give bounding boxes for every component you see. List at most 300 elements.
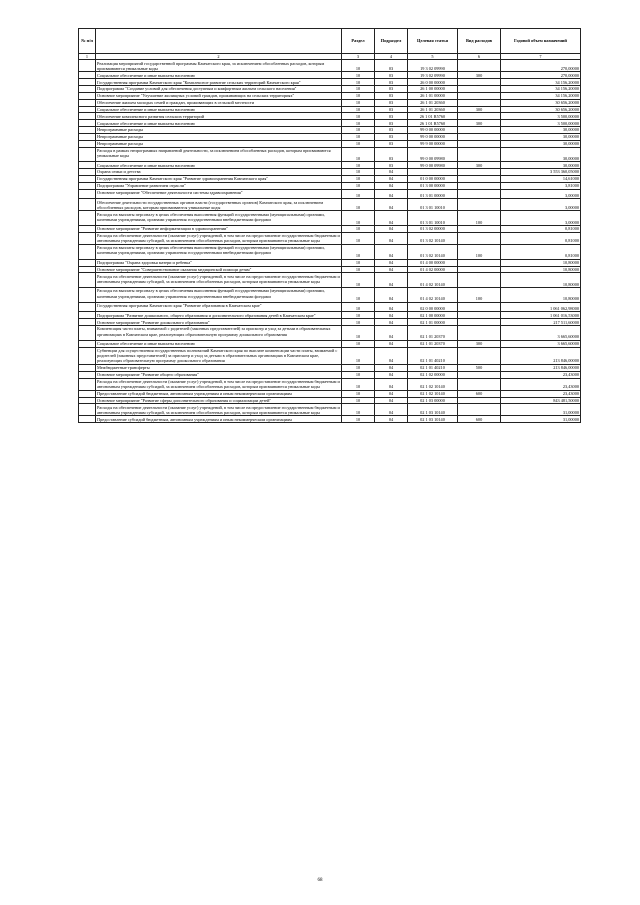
cell-amount: 30,00000 xyxy=(501,162,581,169)
table-row xyxy=(79,162,581,169)
cell-expense-type xyxy=(458,147,501,162)
cell-subsection: 03 xyxy=(375,127,408,134)
budget-sheet xyxy=(78,28,580,423)
table-row xyxy=(79,288,581,303)
budget-table xyxy=(78,28,581,423)
cell-amount: 23,43000 xyxy=(501,371,581,378)
cell-amount: 0,81000 xyxy=(501,244,581,259)
cell-num xyxy=(79,199,96,211)
cell-section: 10 xyxy=(342,120,375,127)
cell-subsection: 04 xyxy=(375,397,408,404)
cell-subsection: 03 xyxy=(375,99,408,106)
cell-name: Основное мероприятие "Развитие дошкольного образования" xyxy=(96,319,342,326)
table-row xyxy=(79,326,581,341)
table-row xyxy=(79,364,581,371)
cell-num xyxy=(79,92,96,99)
cell-section: 10 xyxy=(342,266,375,273)
cell-expense-type xyxy=(458,79,501,86)
cell-section: 10 xyxy=(342,99,375,106)
cell-section: 10 xyxy=(342,397,375,404)
cell-num xyxy=(79,176,96,183)
cell-num xyxy=(79,404,96,416)
cell-subsection: 04 xyxy=(375,390,408,397)
header-annual-amount: Годовой объем назначений xyxy=(501,29,581,54)
table-row xyxy=(79,347,581,364)
cell-name: Расходы на обеспечение деятельности (оказание услуг) учреждений, в том числе на предоставление государственным бюджетным и автономным учреждениям субсидий, за исключением обособленных расходов, которым присваиваются уникальные коды xyxy=(97,378,340,390)
cell-subsection: 04 xyxy=(375,340,408,347)
cell-target-article: 01 4 00 00000 xyxy=(408,259,458,266)
header-num: № п/п xyxy=(79,29,96,54)
cell-section: 10 xyxy=(342,140,375,147)
table-row xyxy=(79,133,581,140)
cell-section: 10 xyxy=(342,169,375,176)
cell-section: 10 xyxy=(342,319,375,326)
cell-expense-type xyxy=(458,326,501,341)
cell-expense-type: 300 xyxy=(458,72,501,79)
cell-subsection: 04 xyxy=(375,176,408,183)
cell-section: 10 xyxy=(342,72,375,79)
cell-expense-type xyxy=(458,189,501,199)
cell-num xyxy=(79,120,96,127)
cell-amount: 1 061 062,98000 xyxy=(501,302,581,312)
cell-subsection: 04 xyxy=(375,319,408,326)
cell-name: Непрограммные расходы xyxy=(96,133,342,140)
cell-section: 10 xyxy=(342,273,375,288)
cell-num xyxy=(79,266,96,273)
cell-num xyxy=(79,86,96,93)
cell-section: 10 xyxy=(342,176,375,183)
cell-expense-type xyxy=(458,371,501,378)
cell-expense-type xyxy=(458,347,501,364)
cell-num xyxy=(79,169,96,176)
cell-subsection: 04 xyxy=(375,259,408,266)
header-subsection: Подраздел xyxy=(375,29,408,54)
cell-target-article: 02 1 01 40210 xyxy=(408,347,458,364)
cell-amount: 270,00000 xyxy=(501,60,581,72)
cell-name: Социальное обеспечение и иные выплаты населению xyxy=(96,106,342,113)
cell-section: 10 xyxy=(342,340,375,347)
cell-amount: 30 656,20000 xyxy=(501,99,581,106)
cell-target-article: 19 3 02 09990 xyxy=(408,60,458,72)
cell-subsection: 04 xyxy=(375,226,408,233)
cell-subsection: 03 xyxy=(375,147,408,162)
cell-subsection: 03 xyxy=(375,120,408,127)
page-number: 68 xyxy=(317,878,323,883)
cell-subsection: 04 xyxy=(375,364,408,371)
cell-num xyxy=(79,140,96,147)
cell-section: 10 xyxy=(342,347,375,364)
cell-section: 10 xyxy=(342,302,375,312)
cell-target-article: 26 1 01 20360 xyxy=(408,99,458,106)
table-row xyxy=(79,189,581,199)
cell-target-article: 01 3 01 00000 xyxy=(408,189,458,199)
table-row xyxy=(79,266,581,273)
cell-name: Социальное обеспечение и иные выплаты населению xyxy=(96,162,342,169)
cell-num xyxy=(79,390,96,397)
cell-amount: 34 156,20000 xyxy=(501,92,581,99)
cell-amount: 3 500,00000 xyxy=(501,120,581,127)
cell-name: Расходы на обеспечение деятельности (оказание услуг) учреждений, в том числе на предоставление государственным бюджетным и автономным учреждениям субсидий, за исключением обособленных расходов, которым присваиваются уникальные коды xyxy=(96,273,342,288)
table-row xyxy=(79,169,581,176)
cell-expense-type xyxy=(458,302,501,312)
cell-expense-type xyxy=(458,378,501,390)
cell-target-article: 02 1 03 10140 xyxy=(408,404,458,416)
cell-amount: 30,00000 xyxy=(501,140,581,147)
cell-expense-type xyxy=(458,169,501,176)
cell-num xyxy=(79,182,96,189)
cell-expense-type xyxy=(458,273,501,288)
cell-expense-type xyxy=(458,312,501,319)
cell-amount: 34 156,20000 xyxy=(501,79,581,86)
cell-num xyxy=(79,79,96,86)
cell-target-article: 99 0 00 00000 xyxy=(408,127,458,134)
cell-name: Расходы на выплаты персоналу в целях обеспечения выполнения функций государственными (муниципальными) органами, казенными учреждениями, органами управления государственными внебюджетными фондами xyxy=(96,244,342,259)
cell-section: 10 xyxy=(342,86,375,93)
cell-amount: 34 156,20000 xyxy=(501,86,581,93)
cell-target-article: 02 1 01 20370 xyxy=(408,340,458,347)
cell-num xyxy=(79,347,96,364)
cell-expense-type xyxy=(458,182,501,189)
cell-target-article: 01 3 02 10140 xyxy=(408,232,458,244)
cell-expense-type xyxy=(458,60,501,72)
table-row xyxy=(79,390,581,397)
cell-expense-type: 500 xyxy=(458,364,501,371)
cell-name: Компенсация части платы, взимаемой с родителей (законных представителей) за присмотр и уход за детьми в образовательных организациях в Камчатском крае, реализующих образовательную программу дошкольного образования xyxy=(96,326,342,341)
cell-section: 10 xyxy=(342,182,375,189)
header-expense-type: Вид расходов xyxy=(458,29,501,54)
cell-target-article: 02 1 01 00000 xyxy=(408,319,458,326)
column-index: 3 xyxy=(342,53,375,60)
cell-subsection: 04 xyxy=(375,378,408,390)
cell-name: Расходы на выплаты персоналу в целях обеспечения выполнения функций государственными (муниципальными) органами, казенными учреждениями, органами управления государственными внебюджетными фондами xyxy=(96,211,342,226)
cell-subsection: 04 xyxy=(375,302,408,312)
cell-name: Социальное обеспечение и иные выплаты населению xyxy=(96,340,342,347)
column-index: 5 xyxy=(408,53,458,60)
cell-target-article: 99 0 00 09980 xyxy=(408,162,458,169)
table-row xyxy=(79,147,581,162)
cell-target-article: 26 1 00 00000 xyxy=(408,86,458,93)
cell-amount: 843 481,50000 xyxy=(501,397,581,404)
table-row xyxy=(79,176,581,183)
cell-name: Расходы на обеспечение деятельности (оказание услуг) учреждений, в том числе на предоставление государственным бюджетным и автономным учреждениям субсидий, за исключением обособленных расходов, которым присваиваются уникальные коды xyxy=(97,233,340,244)
table-row xyxy=(79,259,581,266)
cell-section: 10 xyxy=(342,326,375,341)
cell-section: 10 xyxy=(342,127,375,134)
cell-name: Государственная программа Камчатского края "Комплексное развитие сельских территорий Камчатского края" xyxy=(96,79,342,86)
cell-num xyxy=(79,189,96,199)
cell-subsection: 03 xyxy=(375,72,408,79)
cell-name: Основное мероприятие "Обеспечение деятельности системы здравоохранения" xyxy=(96,189,342,199)
cell-num xyxy=(79,211,96,226)
cell-subsection: 03 xyxy=(375,86,408,93)
cell-num xyxy=(79,378,96,390)
table-row xyxy=(79,319,581,326)
cell-amount: 30,00000 xyxy=(501,147,581,162)
cell-expense-type xyxy=(458,140,501,147)
table-row xyxy=(79,99,581,106)
cell-target-article: 01 3 01 10010 xyxy=(408,211,458,226)
cell-name: Расходы на обеспечение деятельности (оказание услуг) учреждений, в том числе на предоставление государственным бюджетным и автономным учреждениям субсидий, за исключением обособленных расходов, которым присваиваются уникальные коды xyxy=(97,404,340,415)
cell-name: Подпрограмма "Создание условий для обеспечения доступным и комфортным жильем сельского населения" xyxy=(96,86,342,93)
column-index: 2 xyxy=(96,53,342,60)
table-row xyxy=(79,79,581,86)
cell-section: 10 xyxy=(342,162,375,169)
cell-section: 10 xyxy=(342,416,375,423)
table-row xyxy=(79,106,581,113)
cell-num xyxy=(79,302,96,312)
cell-num xyxy=(79,319,96,326)
cell-section: 10 xyxy=(342,232,375,244)
cell-amount: 3,81000 xyxy=(501,182,581,189)
cell-amount: 3 500,00000 xyxy=(501,113,581,120)
cell-num xyxy=(79,99,96,106)
cell-num xyxy=(79,273,96,288)
cell-name: Государственная программа Камчатского края "Развитие образования в Камчатском крае" xyxy=(96,302,342,312)
cell-expense-type xyxy=(458,176,501,183)
table-row xyxy=(79,92,581,99)
cell-name: Непрограммные расходы xyxy=(96,140,342,147)
cell-target-article: 99 0 00 09980 xyxy=(408,147,458,162)
cell-amount: 3 665,60000 xyxy=(501,326,581,341)
cell-name: Государственная программа Камчатского края "Развитие здравоохранения Камчатского края" xyxy=(96,176,342,183)
cell-section: 10 xyxy=(342,404,375,416)
cell-target-article: 99 0 00 00000 xyxy=(408,133,458,140)
cell-name: Социальное обеспечение и иные выплаты населению xyxy=(96,72,342,79)
cell-expense-type: 100 xyxy=(458,244,501,259)
cell-amount: 1 061 016,53000 xyxy=(501,312,581,319)
cell-amount: 30,00000 xyxy=(501,127,581,134)
cell-target-article: 02 1 01 20370 xyxy=(408,326,458,341)
cell-name: Обеспечение жильем молодых семей и граждан, проживающих в сельской местности xyxy=(96,99,342,106)
cell-name: Охрана семьи и детства xyxy=(96,169,342,176)
cell-expense-type: 300 xyxy=(458,120,501,127)
cell-expense-type xyxy=(458,259,501,266)
cell-amount: 30 656,20000 xyxy=(501,106,581,113)
cell-target-article: 01 0 00 00000 xyxy=(408,176,458,183)
cell-amount: 23,43000 xyxy=(501,378,581,390)
table-row xyxy=(79,416,581,423)
cell-num xyxy=(79,127,96,134)
cell-num xyxy=(79,60,96,72)
cell-expense-type xyxy=(458,127,501,134)
cell-subsection: 04 xyxy=(375,347,408,364)
cell-expense-type xyxy=(458,266,501,273)
cell-name: Расходы в рамках непрограммых направлений деятельности, за исключением обособленных расходов, которым присваиваются уникальные коды xyxy=(96,147,342,162)
cell-section: 10 xyxy=(342,390,375,397)
cell-section: 10 xyxy=(342,79,375,86)
cell-name: Непрограммные расходы xyxy=(96,127,342,134)
cell-name: Социальное обеспечение и иные выплаты населению xyxy=(96,120,342,127)
cell-amount: 213 846,00000 xyxy=(501,347,581,364)
header-row xyxy=(79,29,581,54)
cell-target-article: 02 0 00 00000 xyxy=(408,302,458,312)
cell-subsection: 03 xyxy=(375,60,408,72)
cell-section: 10 xyxy=(342,106,375,113)
cell-amount: 10,80000 xyxy=(501,273,581,288)
cell-num xyxy=(79,371,96,378)
cell-name: Субвенции для осуществления государственных полномочий Камчатского края по выплате компенсации части платы, взимаемой с родителей (законных представителей) за присмотр и уход за детьми в образовательных организациях в Камчатском крае, реализующих образовательную программу дошкольного образования xyxy=(96,347,342,364)
cell-target-article: 26 1 01 R5760 xyxy=(408,113,458,120)
cell-name: Подпрограмма "Охрана здоровья матери и ребенка" xyxy=(96,259,342,266)
cell-section: 10 xyxy=(342,92,375,99)
cell-expense-type xyxy=(458,92,501,99)
table-row xyxy=(79,140,581,147)
cell-section: 10 xyxy=(342,133,375,140)
cell-subsection: 04 xyxy=(375,312,408,319)
table-row xyxy=(79,120,581,127)
cell-amount: 10,80000 xyxy=(501,259,581,266)
cell-target-article: 01 3 01 10010 xyxy=(408,199,458,211)
table-row xyxy=(79,86,581,93)
cell-target-article: 26 1 01 00000 xyxy=(408,92,458,99)
cell-target-article: 02 1 02 10140 xyxy=(408,378,458,390)
cell-target-article xyxy=(408,169,458,176)
cell-name: Подпрограмма "Управление развитием отрасли" xyxy=(96,182,342,189)
cell-target-article: 02 1 03 00000 xyxy=(408,397,458,404)
cell-amount: 3,00000 xyxy=(501,199,581,211)
cell-target-article: 02 1 02 10140 xyxy=(408,390,458,397)
cell-name: Основное мероприятие "Развитие сферы дополнительного образования и социализации детей" xyxy=(96,397,342,404)
cell-num xyxy=(79,133,96,140)
column-index: 7 xyxy=(501,53,581,60)
cell-expense-type xyxy=(458,397,501,404)
cell-name: Обеспечение комплексного развития сельских территорий xyxy=(96,113,342,120)
table-row xyxy=(79,244,581,259)
table-row xyxy=(79,378,581,390)
cell-name: Основное мероприятие "Развитие информатизации в здравоохранении" xyxy=(96,226,342,233)
cell-target-article: 01 4 02 10140 xyxy=(408,273,458,288)
cell-num xyxy=(79,147,96,162)
cell-target-article: 02 1 03 10140 xyxy=(408,416,458,423)
cell-subsection: 03 xyxy=(375,106,408,113)
cell-num xyxy=(79,244,96,259)
cell-subsection: 04 xyxy=(375,232,408,244)
cell-expense-type xyxy=(458,232,501,244)
cell-amount: 3,00000 xyxy=(501,211,581,226)
cell-subsection: 04 xyxy=(375,182,408,189)
cell-amount: 3,00000 xyxy=(501,189,581,199)
table-row xyxy=(79,371,581,378)
cell-expense-type: 600 xyxy=(458,416,501,423)
column-index: 4 xyxy=(375,53,408,60)
table-row xyxy=(79,404,581,416)
cell-num xyxy=(79,232,96,244)
cell-subsection: 04 xyxy=(375,416,408,423)
cell-name: Основное мероприятие "Улучшение жилищных условий граждан, проживающих на сельских территориях" xyxy=(96,92,342,99)
cell-num xyxy=(79,162,96,169)
header-target-article: Целевая статья xyxy=(408,29,458,54)
column-index-row xyxy=(79,53,581,60)
cell-amount: 23,43000 xyxy=(501,390,581,397)
cell-section: 10 xyxy=(342,211,375,226)
cell-subsection: 04 xyxy=(375,326,408,341)
cell-subsection: 04 xyxy=(375,169,408,176)
cell-name: Подпрограмма "Развитие дошкольного, общего образования и дополнительного образования детей в Камчатском крае" xyxy=(96,312,342,319)
header-section: Раздел xyxy=(342,29,375,54)
table-row xyxy=(79,60,581,72)
cell-expense-type xyxy=(458,99,501,106)
header-name xyxy=(96,29,342,54)
cell-num xyxy=(79,326,96,341)
cell-subsection: 03 xyxy=(375,140,408,147)
cell-target-article: 19 3 02 09990 xyxy=(408,72,458,79)
cell-subsection: 04 xyxy=(375,371,408,378)
cell-num xyxy=(79,288,96,303)
table-row xyxy=(79,226,581,233)
cell-expense-type xyxy=(458,133,501,140)
cell-subsection: 04 xyxy=(375,288,408,303)
cell-amount: 10,80000 xyxy=(501,266,581,273)
cell-expense-type xyxy=(458,404,501,416)
cell-section: 10 xyxy=(342,259,375,266)
cell-section: 10 xyxy=(342,226,375,233)
table-row xyxy=(79,302,581,312)
column-index: 1 xyxy=(79,53,96,60)
cell-subsection: 03 xyxy=(375,162,408,169)
cell-target-article: 26 1 01 20360 xyxy=(408,106,458,113)
cell-amount: 31,00000 xyxy=(501,404,581,416)
cell-subsection: 04 xyxy=(375,211,408,226)
cell-amount: 14,61000 xyxy=(501,176,581,183)
cell-amount: 30,00000 xyxy=(501,133,581,140)
cell-expense-type xyxy=(458,226,501,233)
table-row xyxy=(79,312,581,319)
cell-target-article: 99 9 00 00000 xyxy=(408,140,458,147)
cell-expense-type: 300 xyxy=(458,162,501,169)
table-row xyxy=(79,340,581,347)
cell-target-article: 01 3 02 00000 xyxy=(408,226,458,233)
cell-expense-type: 600 xyxy=(458,390,501,397)
cell-num xyxy=(79,416,96,423)
cell-target-article: 01 4 02 00000 xyxy=(408,266,458,273)
cell-expense-type: 300 xyxy=(458,340,501,347)
cell-expense-type: 100 xyxy=(458,211,501,226)
table-row xyxy=(79,232,581,244)
cell-expense-type xyxy=(458,86,501,93)
cell-subsection: 03 xyxy=(375,113,408,120)
cell-subsection: 04 xyxy=(375,244,408,259)
cell-subsection: 04 xyxy=(375,189,408,199)
cell-name: Обеспечение деятельности государственных органов власти (государственных органов) Камчатского края, за исключением обособленных расходов, которым присваиваются уникальные коды xyxy=(96,199,342,211)
cell-amount: 270,00000 xyxy=(501,72,581,79)
cell-amount: 0,81000 xyxy=(501,232,581,244)
table-row xyxy=(79,182,581,189)
cell-amount: 213 846,00000 xyxy=(501,364,581,371)
table-row xyxy=(79,397,581,404)
table-row xyxy=(79,199,581,211)
cell-num xyxy=(79,113,96,120)
cell-expense-type xyxy=(458,199,501,211)
cell-name: Межбюджетные трансферты xyxy=(96,364,342,371)
cell-expense-type xyxy=(458,113,501,120)
cell-target-article: 26 0 00 00000 xyxy=(408,79,458,86)
cell-section: 10 xyxy=(342,378,375,390)
cell-name: Основное мероприятие "Совершенствование оказания медицинской помощи детям" xyxy=(96,266,342,273)
cell-num xyxy=(79,259,96,266)
cell-section: 10 xyxy=(342,288,375,303)
cell-expense-type: 100 xyxy=(458,288,501,303)
cell-name: Реализация мероприятий государственной программы Камчатского края, за исключением обособленных расходов, которым присваиваются уникальные коды xyxy=(96,60,342,72)
cell-amount: 31,00000 xyxy=(501,416,581,423)
cell-num xyxy=(79,364,96,371)
table-row xyxy=(79,72,581,79)
cell-subsection: 03 xyxy=(375,92,408,99)
cell-target-article: 01 4 02 10140 xyxy=(408,288,458,303)
cell-num xyxy=(79,340,96,347)
cell-name: Расходы на выплаты персоналу в целях обеспечения выполнения функций государственными (муниципальными) органами, казенными учреждениями, органами управления государственными внебюджетными фондами xyxy=(96,288,342,303)
cell-section: 10 xyxy=(342,371,375,378)
cell-amount: 3 665,60000 xyxy=(501,340,581,347)
